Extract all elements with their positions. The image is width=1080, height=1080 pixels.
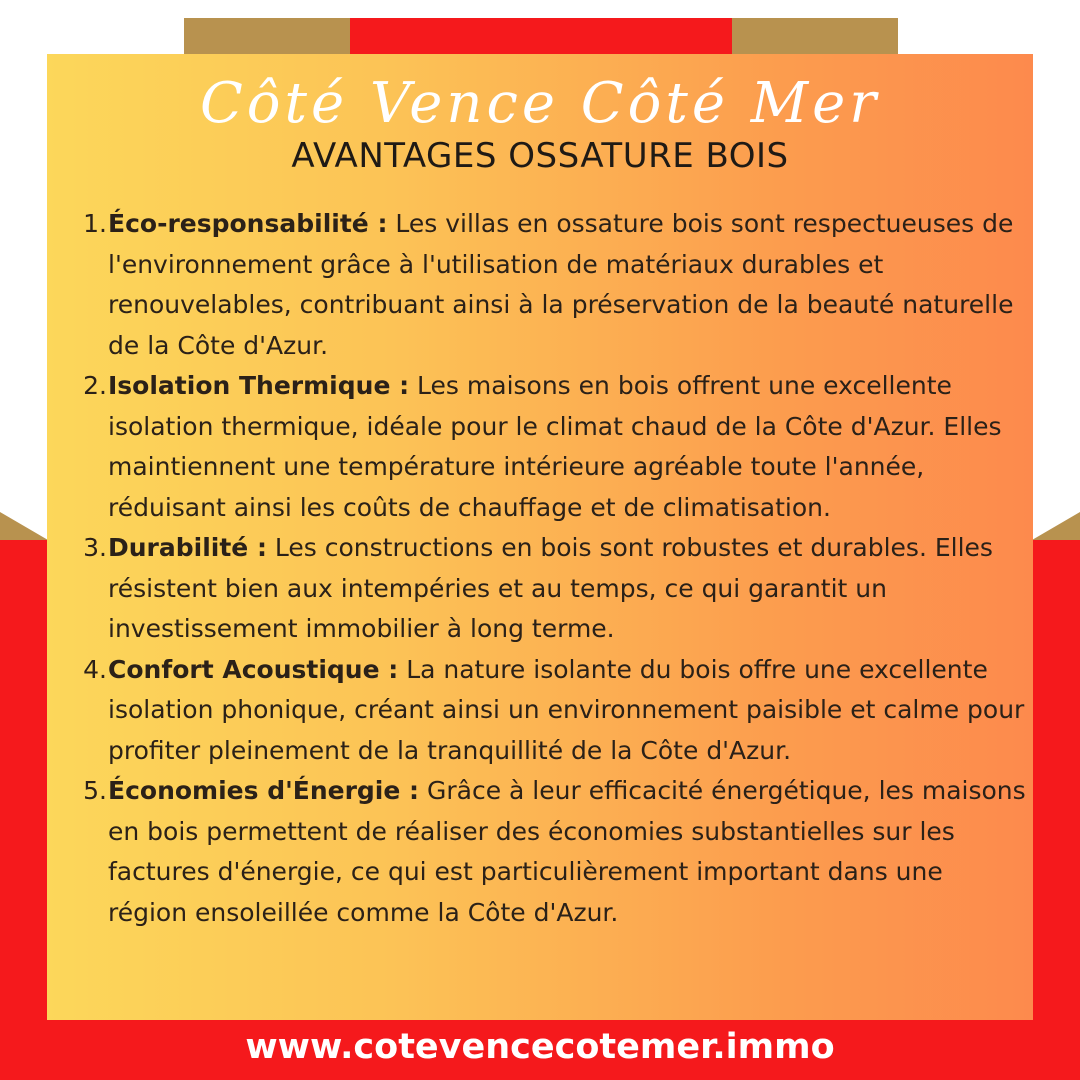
item-number: 1. xyxy=(83,209,107,238)
website-url[interactable]: www.cotevencecotemer.immo xyxy=(245,1027,835,1067)
item-text: Les constructions en bois sont robustes et durables. Elles résistent bien aux intempéries et au temps, ce qui garantit un investissement immobilier à long terme. xyxy=(108,533,993,643)
item-body xyxy=(107,528,1027,650)
item-body xyxy=(107,771,1027,933)
item-text: Les villas en ossature bois sont respectueuses de l'environnement grâce à l'utilisation de matériaux durables et renouvelables, contribuant ainsi à la préservation de la beauté naturelle de la Côte d'Azur. xyxy=(108,209,1014,360)
item-number: 4. xyxy=(83,654,107,684)
page-title: AVANTAGES OSSATURE BOIS xyxy=(291,136,789,176)
brand-script-title: Côté Vence Côté Mer xyxy=(199,71,881,136)
item-text: Les maisons en bois offrent une excellente isolation thermique, idéale pour le climat chaud de la Côte d'Azur. Elles maintiennent une température intérieure agréable toute l'année, réduisant ainsi les coûts de chauffage et de climatisation. xyxy=(108,371,1002,522)
list-item xyxy=(77,650,1027,772)
list-item xyxy=(77,528,1027,650)
item-body xyxy=(107,650,1027,772)
advantages-list xyxy=(77,204,1027,933)
item-text: La nature isolante du bois offre une excellente isolation phonique, créant ainsi un environnement paisible et calme pour profiter pleinement de la tranquillité de la Côte d'Azur. xyxy=(108,654,1025,765)
item-body xyxy=(107,204,1027,366)
item-number: 3. xyxy=(83,533,107,562)
list-item xyxy=(77,771,1027,933)
item-term: Durabilité : xyxy=(108,533,267,562)
item-number: 2. xyxy=(83,371,107,400)
list-item xyxy=(77,204,1027,366)
gold-corner-right xyxy=(1032,512,1080,540)
item-term: Éco-responsabilité : xyxy=(108,209,388,238)
content-card xyxy=(47,54,1033,1020)
list-item xyxy=(77,366,1027,528)
item-text: Grâce à leur efficacité énergétique, les maisons en bois permettent de réaliser des économies substantielles sur les factures d'énergie, ce qui est particulièrement important dans une région ensoleillée comme la Côte d'Azur. xyxy=(108,776,1026,927)
item-term: Isolation Thermique : xyxy=(108,371,410,400)
item-number: 5. xyxy=(83,776,107,805)
gold-corner-left xyxy=(0,512,48,540)
item-term: Économies d'Énergie : xyxy=(108,776,420,805)
item-body xyxy=(107,366,1027,528)
item-term: Confort Acoustique : xyxy=(108,654,399,684)
